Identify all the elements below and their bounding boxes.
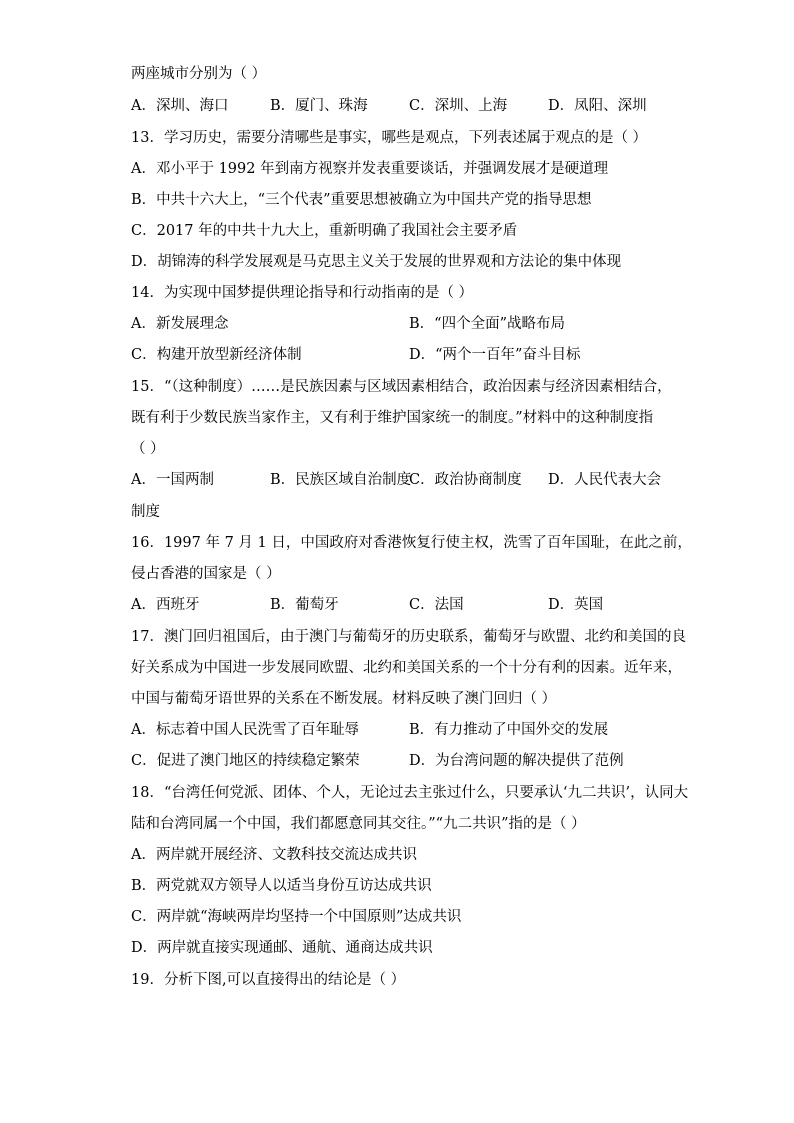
q15-option-d-wrap: 制度 xyxy=(131,504,160,520)
q14-option-d: D．“两个一百年”奋斗目标 xyxy=(409,347,581,363)
q18-option-b: B．两党就双方领导人以适当身份互访达成共识 xyxy=(131,878,432,894)
q15-stem-line-1: 15．“（这种制度）……是民族因素与区域因素相结合，政治因素与经济因素相结合， xyxy=(131,379,672,395)
q18-stem-line-1: 18．“台湾任何党派、团体、个人，无论过去主张过什么，只要承认‘九二共识’，认同大 xyxy=(131,785,689,801)
q12-option-c: C．深圳、上海 xyxy=(409,98,508,114)
q14-option-a: A．新发展理念 xyxy=(131,316,229,332)
q16-option-b: B．葡萄牙 xyxy=(270,597,339,613)
q12-option-b: B．厦门、珠海 xyxy=(270,98,368,114)
q12-option-d: D．凤阳、深圳 xyxy=(548,98,647,114)
q12-stem-tail: 两座城市分别为（ ） xyxy=(131,66,267,82)
q17-option-b: B．有力推动了中国外交的发展 xyxy=(409,722,609,738)
q16-option-d: D．英国 xyxy=(548,597,604,613)
q15-stem-line-3: （ ） xyxy=(131,441,165,457)
q15-option-d: D．人民代表大会 xyxy=(548,472,662,488)
q13-stem: 13．学习历史，需要分清哪些是事实，哪些是观点，下列表述属于观点的是（ ） xyxy=(131,130,648,146)
q17-stem-line-3: 中国与葡萄牙语世界的关系在不断发展。材料反映了澳门回归（ ） xyxy=(131,691,557,707)
q16-option-c: C．法国 xyxy=(409,597,464,613)
q17-stem-line-1: 17．澳门回归祖国后，由于澳门与葡萄牙的历史联系，葡萄牙与欧盟、北约和美国的良 xyxy=(131,629,686,645)
q17-option-a: A．标志着中国人民洗雪了百年耻辱 xyxy=(131,722,359,738)
q14-stem: 14．为实现中国梦提供理论指导和行动指南的是（ ） xyxy=(131,285,474,301)
q16-stem-line-2: 侵占香港的国家是（ ） xyxy=(131,566,281,582)
q15-stem-line-2: 既有利于少数民族当家作主，又有利于维护国家统一的制度。”材料中的这种制度指 xyxy=(131,410,654,426)
q13-option-a: A．邓小平于 1992 年到南方视察并发表重要谈话，并强调发展才是硬道理 xyxy=(131,161,609,177)
q16-option-a: A．西班牙 xyxy=(131,597,200,613)
q13-option-d: D．胡锦涛的科学发展观是马克思主义关于发展的世界观和方法论的集中体现 xyxy=(131,254,622,270)
q16-stem-line-1: 16．1997 年 7 月 1 日，中国政府对香港恢复行使主权，洗雪了百年国耻，在此之前， xyxy=(131,535,692,551)
q14-option-b: B．“四个全面”战略布局 xyxy=(409,316,565,332)
q15-option-b: B．民族区域自治制度 xyxy=(270,472,412,488)
q17-option-d: D．为台湾问题的解决提供了范例 xyxy=(409,753,624,769)
q14-option-c: C．构建开放型新经济体制 xyxy=(131,347,302,363)
q19-stem: 19．分析下图,可以直接得出的结论是（ ） xyxy=(131,972,406,988)
q18-option-c: C．两岸就“海峡两岸均坚持一个中国原则”达成共识 xyxy=(131,909,462,925)
q17-stem-line-2: 好关系成为中国进一步发展同欧盟、北约和美国关系的一个十分有利的因素。近年来， xyxy=(131,660,682,676)
q15-option-c: C．政治协商制度 xyxy=(409,472,522,488)
q15-option-a: A．一国两制 xyxy=(131,472,214,488)
q13-option-b: B．中共十六大上，“三个代表”重要思想被确立为中国共产党的指导思想 xyxy=(131,192,592,208)
q13-option-c: C．2017 年的中共十九大上，重新明确了我国社会主要矛盾 xyxy=(131,223,518,239)
q12-option-a: A．深圳、海口 xyxy=(131,98,229,114)
q18-option-a: A．两岸就开展经济、文教科技交流达成共识 xyxy=(131,847,417,863)
q17-option-c: C．促进了澳门地区的持续稳定繁荣 xyxy=(131,753,360,769)
q18-option-d: D．两岸就直接实现通邮、通航、通商达成共识 xyxy=(131,940,433,956)
q18-stem-line-2: 陆和台湾同属一个中国，我们都愿意同其交往。”“九二共识”指的是（ ） xyxy=(131,816,586,832)
